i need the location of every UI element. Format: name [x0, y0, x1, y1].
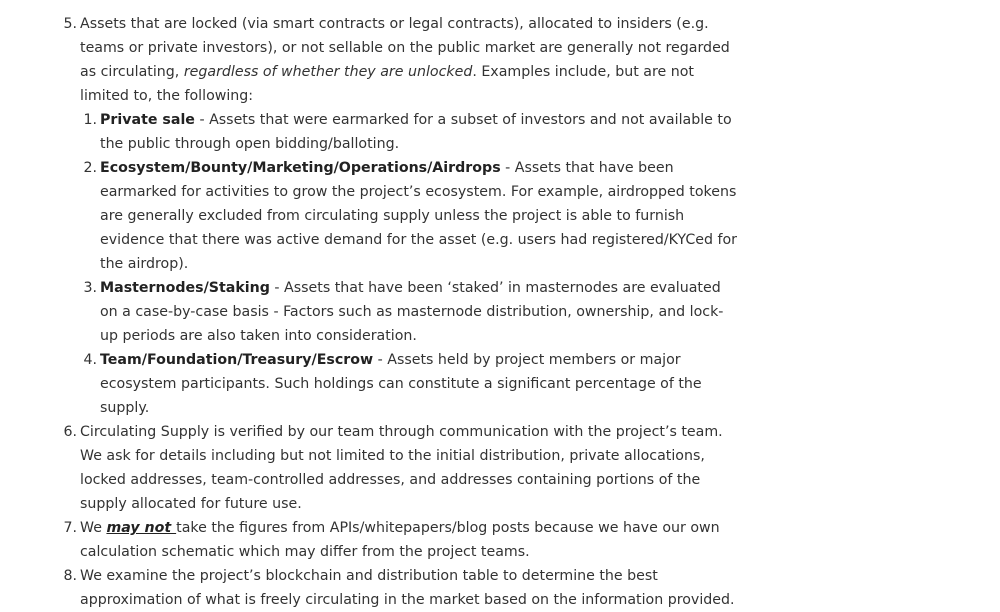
list-item	[63, 420, 740, 516]
italic-emphasis: regardless of whether they are unlocked	[183, 64, 473, 80]
sub-list-item	[83, 156, 740, 276]
sub-item-text: - Assets held by project members or major ecosystem participants. Such holdings can constitute a significant percentage of the supply.	[100, 352, 702, 416]
may-not-emphasis: may not	[106, 520, 177, 536]
sub-list-item	[83, 108, 740, 156]
sub-list-number: 2.	[83, 160, 97, 176]
sub-list-item	[83, 348, 740, 420]
sub-item-title: Ecosystem/Bounty/Marketing/Operations/Airdrops	[100, 160, 501, 176]
locked-assets-examples-list	[80, 108, 740, 420]
sub-item-title: Private sale	[100, 112, 195, 128]
list-number: 6.	[63, 424, 77, 440]
sub-item-text: - Assets that have been earmarked for activities to grow the project’s ecosystem. For example, airdropped tokens are generally excluded from circulating supply unless the project is able to furnish evidence that there was active demand for the asset (e.g. users had registered/KYCed for the airdrop).	[100, 160, 737, 272]
list-item	[63, 564, 740, 612]
sub-list-number: 1.	[83, 112, 97, 128]
list-item	[63, 12, 740, 420]
sub-item-text: - Assets that were earmarked for a subset of investors and not available to the public through open bidding/balloting.	[100, 112, 732, 152]
sub-item-title: Team/Foundation/Treasury/Escrow	[100, 352, 374, 368]
list-item-text: We examine the project’s blockchain and distribution table to determine the best approximation of what is freely circulating in the market based on the information provided.	[80, 568, 735, 608]
list-number: 5.	[63, 16, 77, 32]
list-item-text: Assets that are locked (via smart contracts or legal contracts), allocated to insiders (e.g. teams or private investors), or not sellable on the public market are generally not regarded as circulating, regardless of whether they are unlocked. Examples include, but are not limited to, the following:	[80, 16, 730, 104]
list-item: 7. We may not take the figures from APIs/whitepapers/blog posts because we have our own calculation schematic which may differ from the project teams.	[80, 516, 740, 564]
list-number: 8.	[63, 568, 77, 584]
list-number: 7.	[63, 520, 77, 536]
sub-list-number: 3.	[83, 280, 97, 296]
sub-item-text: - Assets that have been ‘staked’ in masternodes are evaluated on a case-by-case basis - Factors such as masternode distribution, ownership, and lock-up periods are also taken into consideration.	[100, 280, 724, 344]
sub-list-item	[83, 276, 740, 348]
circulating-supply-rules-list	[63, 12, 740, 612]
list-item-text: Circulating Supply is verified by our team through communication with the project’s team. We ask for details including but not limited to the initial distribution, private allocations, locked addresses, team-controlled addresses, and addresses containing portions of the supply allocated for future use.	[80, 424, 723, 512]
sub-list-number: 4.	[83, 352, 97, 368]
sub-item-title: Masternodes/Staking	[100, 280, 270, 296]
